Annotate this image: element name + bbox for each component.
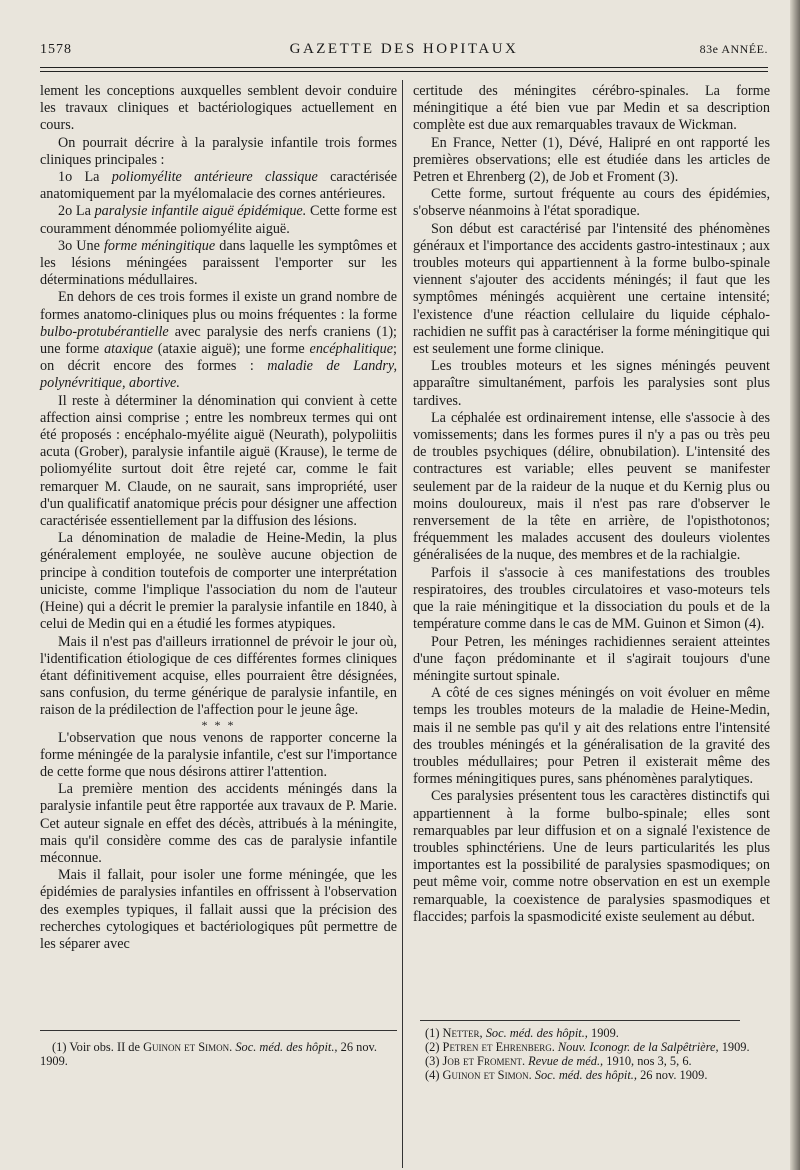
right-column	[413, 83, 770, 926]
footnote: (2) Petren et Ehrenberg. Nouv. Iconogr. de la Salpêtrière, 1909.	[425, 1040, 750, 1054]
list-item-form-2: 2o La paralysie infantile aiguë épidémique. Cette forme est couramment dénommée poliomyélite aiguë.	[40, 203, 397, 237]
paragraph: La première mention des accidents méningés dans la paralysie infantile peut être rapportée aux travaux de P. Marie. Cet auteur signale en effet des décès, attribués à la méningite, mais qu'il considère comme des cas de paralysie infantile méconnue.	[40, 781, 397, 866]
paragraph: Cette forme, surtout fréquente au cours des épidémies, s'observe néanmoins à l'état sporadique.	[413, 186, 770, 220]
paragraph: En dehors de ces trois formes il existe un grand nombre de formes anatomo-cliniques plus ou moins fréquentes : la forme bulbo-protubérantielle avec paralysie des nerfs craniens (1); une forme ataxique (ataxie aiguë); une forme encéphalitique; on décrit encore des formes : maladie de Landry, polynévritique, abortive.	[40, 289, 397, 392]
footnote: (3) Job et Froment. Revue de méd., 1910, nos 3, 5, 6.	[425, 1054, 692, 1068]
paragraph: La céphalée est ordinairement intense, elle s'associe à des vomissements; dans les formes pures il n'y a pas ou très peu de troubles psychiques (délire, obnubilation). L'intensité des contractures est variable; elles peuvent se manifester seulement par de la raideur de la nuque et du Kernig plus ou moins douloureux, mais il n'est pas rare d'observer le renversement de la tête en arrière, de l'opisthotonos; fréquemment les malades accusent des douleurs violentes généralisées de la nuque, des membres et de la rachialgie.	[413, 409, 770, 564]
paragraph: En France, Netter (1), Dévé, Halipré en ont rapporté les premières observations; elle est étudiée dans les articles de Petren et Ehrenberg (2), de Job et Froment (3).	[413, 134, 770, 186]
footnotes-left	[40, 1040, 397, 1068]
volume-year: 83e ANNÉE.	[699, 42, 768, 56]
paragraph: certitude des méningites cérébro-spinales. La forme méningitique a été bien vue par Medin et sa description complète est due aux remarquables travaux de Wickman.	[413, 83, 770, 134]
footnote-rule-right	[420, 1020, 740, 1021]
footnote: (1) Voir obs. II de Guinon et Simon. Soc. méd. des hôpit., 26 nov. 1909.	[40, 1040, 377, 1068]
paragraph: Son début est caractérisé par l'intensité des phénomènes généraux et l'importance des accidents gastro-intestinaux ; aux troubles moteurs qui appartiennent à la forme bulbo-spinale viennent s'ajouter des accidents méningés; il faut que les symptômes méningés acquièrent une certaine intensité; l'existence d'une réaction cellulaire du liquide céphalo-rachidien ne suffit pas à caractériser la forme méningitique qui est seulement une forme clinique.	[413, 220, 770, 358]
list-item-form-3: 3o Une forme méningitique dans laquelle les symptômes et les lésions méningées paraissent l'emporter sur les déterminations médullaires.	[40, 237, 397, 289]
paragraph: On pourrait décrire à la paralysie infantile trois formes cliniques principales :	[40, 134, 397, 168]
paragraph: L'observation que nous venons de rapporter concerne la forme méningée de la paralysie infantile, c'est sur l'importance de cette forme que nous désirons attirer l'attention.	[40, 729, 397, 780]
paragraph: A côté de ces signes méningés on voit évoluer en même temps les troubles moteurs de la maladie de Heine-Medin, mais il ne semble pas qu'il y ait des relations entre l'intensité des troubles méningés et la généralisation de la gravité des troubles médullaires; pour Petren il existerait même des formes méningitiques pures, sans phénomènes paralytiques.	[413, 685, 770, 788]
paragraph: Mais il n'est pas d'ailleurs irrationnel de prévoir le jour où, l'identification étiologique de ces différentes formes cliniques étant définitivement acquise, elles pourraient être désignées, sans confusion, du terme générique de paralysie infantile, en raison de la prédilection de l'affection pour le jeune âge.	[40, 633, 397, 719]
paragraph: Les troubles moteurs et les signes méningés peuvent apparaître simultanément, parfois les paralysies sont plus tardives.	[413, 358, 770, 409]
journal-title: GAZETTE DES HOPITAUX	[289, 41, 519, 57]
header-rule-top	[40, 67, 768, 68]
section-separator: * * *	[201, 717, 236, 732]
paragraph: Mais il fallait, pour isoler une forme méningée, que les épidémies de paralysies infantiles en offrissent à l'observation des exemples typiques, il fallait aussi que la précision des recherches cytologiques et bactériologiques pût permettre de les séparer avec	[40, 867, 397, 952]
list-item-form-1: 1o La poliomyélite antérieure classique caractérisée anatomiquement par la myélomalacie des cornes antérieures.	[40, 169, 397, 203]
column-divider	[402, 80, 403, 1168]
paragraph: Il reste à déterminer la dénomination qui convient à cette affection ainsi comprise ; entre les nombreux termes qui ont été proposés : encéphalo-myélite aiguë (Neurath), polypoliitis acuta (Grober), paralysie infantile aiguë (Krause), le terme de poliomyélite surtout doit être rejeté car, comme le fait remarquer M. Claude, on ne saurait, sans impropriété, user d'un qualificatif anatomique précis pour désigner une affection caractérisée essentiellement par la diffusion des lésions.	[40, 392, 397, 530]
footnote: (1) Netter, Soc. méd. des hôpit., 1909.	[425, 1026, 619, 1040]
footnote: (4) Guinon et Simon. Soc. méd. des hôpit., 26 nov. 1909.	[425, 1068, 708, 1082]
page-number: 1578	[40, 42, 72, 57]
paragraph: Pour Petren, les méninges rachidiennes seraient atteintes d'une façon prédominante et il s'agirait toujours d'une méningite surtout spinale.	[413, 633, 770, 684]
left-column	[40, 83, 397, 953]
paragraph: Ces paralysies présentent tous les caractères distinctifs qui appartiennent à la forme bulbo-spinale; elles sont remarquables par leur diffusion et on a signalé l'existence de troubles sphinctériens. Une de leurs particularités les plus importantes est la possibilité de paralysies spasmodiques; on peut même voir, comme notre observation en est un exemple remarquable, la coexistence de paralysies spasmodiques et flaccides; parfois la spasmodicité existe seulement au début.	[413, 788, 770, 925]
paragraph: lement les conceptions auxquelles semblent devoir conduire les travaux cliniques et bactériologiques actuellement en cours.	[40, 83, 397, 134]
paragraph: Parfois il s'associe à ces manifestations des troubles respiratoires, des troubles circulatoires et vaso-moteurs tels que la raie méningitique et la dissociation du pouls et de la température comme dans le cas de MM. Guinon et Simon (4).	[413, 564, 770, 633]
header-rule-bottom	[40, 71, 768, 72]
paragraph: La dénomination de maladie de Heine-Medin, la plus généralement employée, ne soulève aucune objection de principe à condition toutefois de comporter une interprétation uniciste, comme l'implique l'association du nom de l'auteur (Heine) qui a décrit le premier la paralysie infantile en 1840, à celui de Medin qui en a étudié les formes atypiques.	[40, 530, 397, 633]
page-edge-shadow	[790, 0, 800, 1170]
page-header	[40, 40, 768, 60]
footnotes-right	[413, 1026, 770, 1082]
footnote-rule-left	[40, 1030, 397, 1031]
